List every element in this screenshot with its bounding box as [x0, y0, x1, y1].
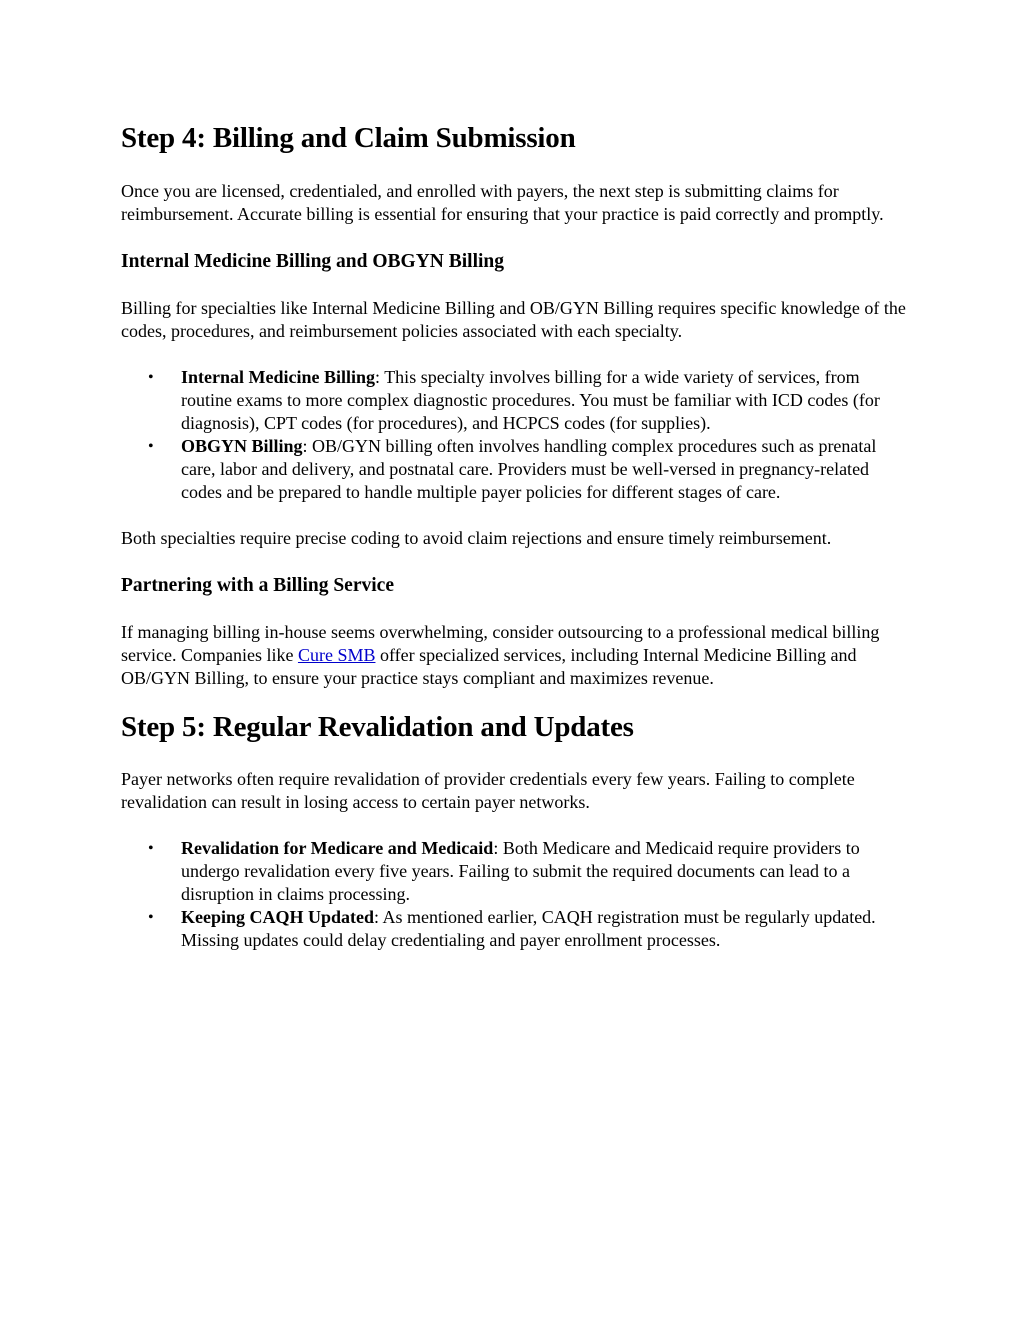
section-intro-paragraph: Billing for specialties like Internal Medicine Billing and OB/GYN Billing requires specific knowledge of the codes, procedures, and reimbursement policies associated with each specialty. [121, 298, 906, 341]
section-heading-internal-medicine-obgyn: Internal Medicine Billing and OBGYN Billing [121, 251, 505, 272]
bullet-icon: • [148, 369, 154, 386]
section-closing-paragraph: Both specialties require precise coding to avoid claim rejections and ensure timely reimbursement. [121, 528, 832, 548]
cure-smb-link[interactable]: Cure SMB [297, 645, 376, 665]
section-heading-billing-service: Partnering with a Billing Service [121, 575, 394, 596]
list-item-term: Internal Medicine Billing [181, 367, 376, 387]
paragraph-text: offer specialized services, including Internal Medicine Billing and OB/GYN Billing, to ensure your practice stays compliant and maximizes revenue. [121, 645, 857, 688]
list-item-term: Keeping CAQH Updated [181, 907, 375, 927]
list-item-internal-medicine [121, 366, 911, 435]
list-item-medicare-medicaid [121, 837, 911, 906]
list-item-text: : This specialty involves billing for a wide variety of services, from routine exams to more complex diagnostic procedures. You must be familiar with ICD codes (for diagnosis), CPT codes (for procedures), and HCPCS codes (for supplies). [181, 367, 880, 433]
list-item-term: Revalidation for Medicare and Medicaid [181, 838, 494, 858]
list-item-text: : Both Medicare and Medicaid require providers to undergo revalidation every five years. Failing to submit the required documents can lead to a disruption in claims processing. [181, 838, 860, 904]
bullet-icon: • [148, 438, 154, 455]
bullet-icon: • [148, 909, 154, 926]
paragraph-text: If managing billing in-house seems overwhelming, consider outsourcing to a professional medical billing service. Companies like [121, 622, 880, 665]
list-item-obgyn [121, 435, 911, 504]
step5-intro-paragraph: Payer networks often require revalidation of provider credentials every few years. Failing to complete revalidation can result in losing access to certain payer networks. [121, 769, 855, 812]
step5-title: Step 5: Regular Revalidation and Updates [121, 711, 634, 743]
step4-title: Step 4: Billing and Claim Submission [121, 122, 576, 154]
specialty-billing-list [121, 366, 911, 504]
list-item-text: : OB/GYN billing often involves handling complex procedures such as prenatal care, labor and delivery, and postnatal care. Providers must be well-versed in pregnancy-related codes and be prepared to handle multiple payer policies for different stages of care. [181, 436, 877, 502]
bullet-icon: • [148, 840, 154, 857]
step4-intro-paragraph: Once you are licensed, credentialed, and enrolled with payers, the next step is submitting claims for reimbursement. Accurate billing is essential for ensuring that your practice is paid correctly and promptly. [121, 181, 884, 224]
revalidation-list [121, 837, 911, 952]
list-item-term: OBGYN Billing [181, 436, 303, 456]
list-item-caqh [121, 906, 911, 952]
document-page [121, 120, 911, 952]
list-item-text: : As mentioned earlier, CAQH registration must be regularly updated. Missing updates could delay credentialing and payer enrollment processes. [181, 907, 876, 950]
billing-service-paragraph [121, 621, 911, 690]
